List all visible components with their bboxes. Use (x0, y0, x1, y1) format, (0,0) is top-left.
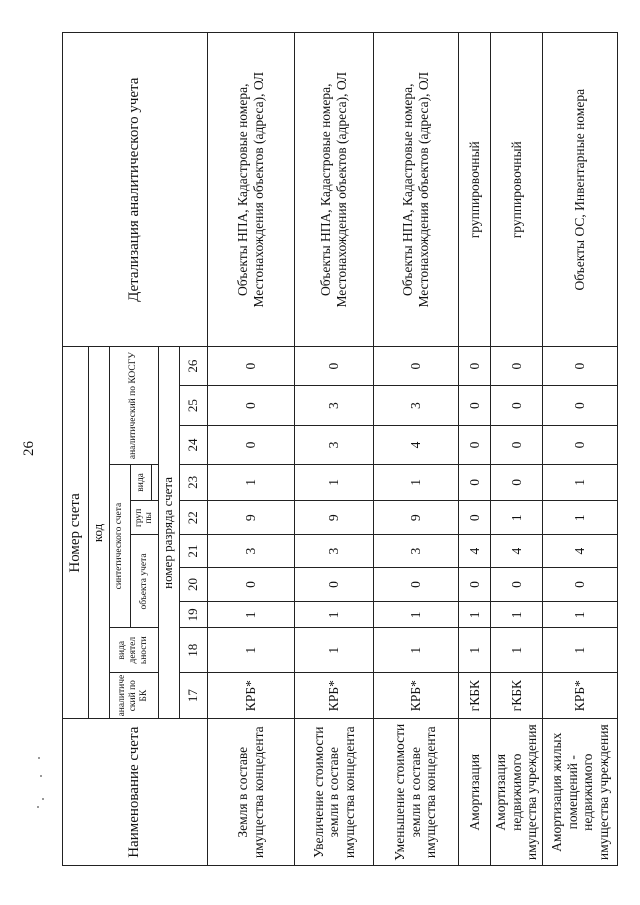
digit-26: 26 (180, 347, 208, 385)
cell: 3 (294, 385, 373, 425)
cell: 3 (373, 535, 458, 567)
digit-19: 19 (180, 602, 208, 628)
rotated-table-container (62, 32, 618, 866)
cell: 0 (458, 426, 490, 464)
cell: 0 (490, 385, 543, 425)
digit-21: 21 (180, 535, 208, 567)
header-account-number: Номер счета (63, 347, 89, 719)
cell: 4 (490, 535, 543, 567)
cell: 1 (373, 602, 458, 628)
cell: 9 (294, 501, 373, 535)
row-detail: Объекты НПА, Кадастровые номера, Местонахождения объектов (адреса), ОЛ (207, 33, 294, 347)
digit-22: 22 (180, 501, 208, 535)
cell: 0 (373, 567, 458, 601)
cell: 0 (543, 567, 618, 601)
cell: 0 (458, 464, 490, 500)
digit-23: 23 (180, 464, 208, 500)
header-kind: вида (131, 464, 152, 500)
accounts-table (62, 32, 618, 866)
table-row (294, 33, 373, 866)
header-accounting-object: объекта учета (131, 535, 159, 628)
cell: 1 (490, 628, 543, 672)
cell: 1 (294, 628, 373, 672)
table-row (543, 33, 618, 866)
header-code: код (88, 347, 109, 719)
cell: 1 (207, 602, 294, 628)
cell: 1 (490, 602, 543, 628)
scan-speck (40, 775, 42, 777)
cell: гКБК (458, 672, 490, 719)
row-name: Увеличение стоимости земли в составе имущества концедента (294, 719, 373, 866)
table-row (207, 33, 294, 866)
digit-25: 25 (180, 385, 208, 425)
scan-speck (38, 757, 40, 759)
page-number-wrap (22, 440, 37, 457)
cell: 0 (490, 426, 543, 464)
cell: 1 (207, 464, 294, 500)
cell: 1 (294, 602, 373, 628)
cell: 0 (543, 385, 618, 425)
cell: 1 (294, 464, 373, 500)
cell: КРБ* (543, 672, 618, 719)
digit-24: 24 (180, 426, 208, 464)
table-row (373, 33, 458, 866)
cell: 9 (373, 501, 458, 535)
cell: 1 (543, 602, 618, 628)
table-row (458, 33, 490, 866)
cell: 0 (543, 426, 618, 464)
digit-17: 17 (180, 672, 208, 719)
cell: 0 (543, 347, 618, 385)
cell: 3 (207, 535, 294, 567)
header-group: груп пы (131, 501, 159, 535)
cell: 0 (207, 426, 294, 464)
header-analytic-kosgu: аналитический по КОСГУ (109, 347, 158, 464)
row-detail: Объекты НПА, Кадастровые номера, Местонахождения объектов (адреса), ОЛ (373, 33, 458, 347)
cell: 0 (294, 567, 373, 601)
page-number: 26 (21, 441, 37, 456)
cell: 1 (543, 464, 618, 500)
cell: 1 (458, 628, 490, 672)
row-detail: группировочный (458, 33, 490, 347)
cell: 1 (373, 628, 458, 672)
digit-20: 20 (180, 567, 208, 601)
cell: 0 (207, 567, 294, 601)
cell: 1 (543, 501, 618, 535)
scan-speck (37, 806, 39, 808)
cell: 1 (543, 628, 618, 672)
cell: 3 (294, 426, 373, 464)
header-activity-type: вида деятел ьности (109, 628, 158, 672)
scan-speck (42, 798, 44, 800)
row-name: Уменьшение стоимости земли в составе имущества концедента (373, 719, 458, 866)
cell: 9 (207, 501, 294, 535)
cell: 4 (373, 426, 458, 464)
header-analytic-bk: аналитиче ский по БК (109, 672, 158, 719)
cell: 0 (458, 385, 490, 425)
row-detail: Объекты НПА, Кадастровые номера, Местонахождения объектов (адреса), ОЛ (294, 33, 373, 347)
cell: 1 (373, 464, 458, 500)
cell: 0 (294, 347, 373, 385)
row-name: Амортизация жилых помещений - недвижимого имущества учреждения (543, 719, 618, 866)
cell: 1 (490, 501, 543, 535)
cell: 0 (373, 347, 458, 385)
cell: 4 (543, 535, 618, 567)
cell: КРБ* (294, 672, 373, 719)
row-name: Амортизация (458, 719, 490, 866)
row-detail: группировочный (490, 33, 543, 347)
cell: 0 (458, 347, 490, 385)
cell: 3 (294, 535, 373, 567)
digit-18: 18 (180, 628, 208, 672)
table-row (490, 33, 543, 866)
cell: 0 (458, 567, 490, 601)
header-synthetic: синтетического счета (109, 464, 130, 628)
cell: 0 (458, 501, 490, 535)
cell: КРБ* (207, 672, 294, 719)
cell: 1 (458, 602, 490, 628)
cell: гКБК (490, 672, 543, 719)
cell: КРБ* (373, 672, 458, 719)
cell: 4 (458, 535, 490, 567)
cell: 3 (373, 385, 458, 425)
row-name: Амортизация недвижимого имущества учреждения (490, 719, 543, 866)
row-name: Земля в составе имущества концедента (207, 719, 294, 866)
cell: 0 (490, 347, 543, 385)
cell: 1 (207, 628, 294, 672)
header-digit-number: номер разряда счета (158, 347, 179, 719)
header-account-name: Наименование счета (63, 719, 208, 866)
cell: 0 (207, 385, 294, 425)
cell: 0 (207, 347, 294, 385)
cell: 0 (490, 567, 543, 601)
row-detail: Объекты ОС, Инвентарные номера (543, 33, 618, 347)
cell: 0 (490, 464, 543, 500)
header-detail: Детализация аналитического учета (63, 33, 208, 347)
